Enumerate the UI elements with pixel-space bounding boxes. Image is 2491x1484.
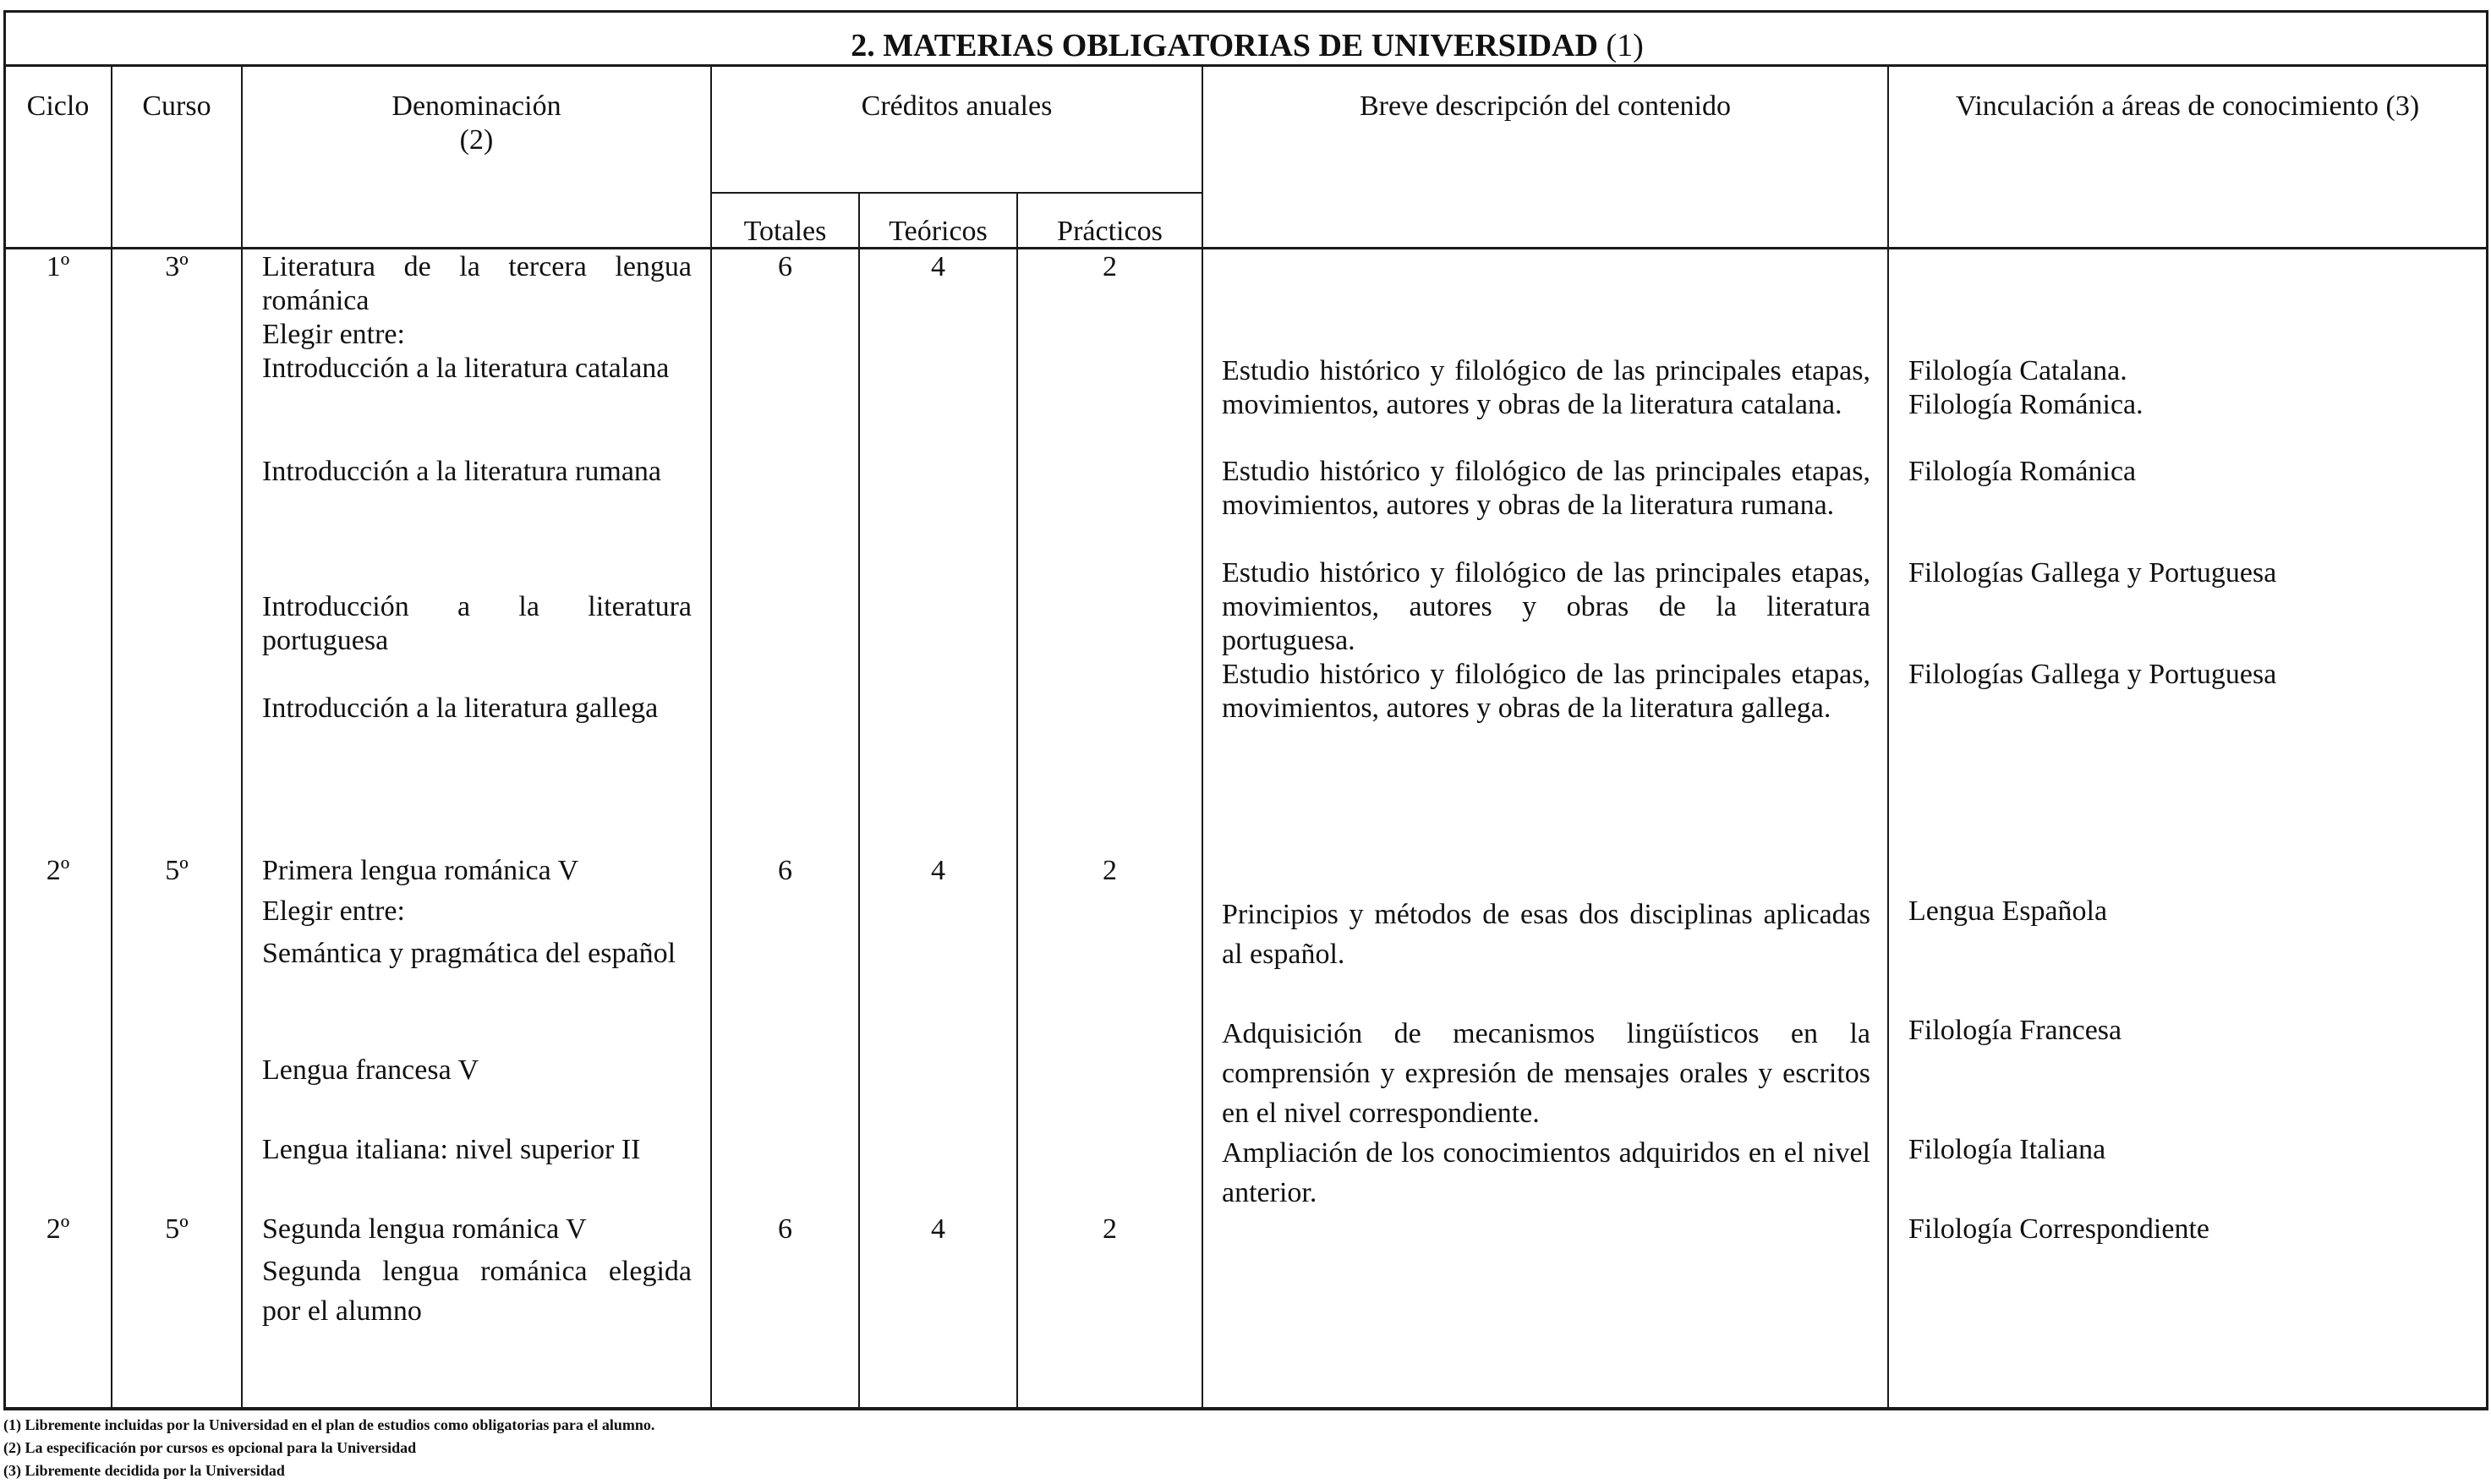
footnote-3: (3) Libremente decidida por la Universidad [3, 1462, 285, 1479]
credits-subheader-rule [712, 192, 1202, 194]
header-vinculacion: Vinculación a áreas de conocimiento (3) [1955, 90, 2420, 122]
header-denominacion: Denominación [391, 90, 561, 122]
block3-ciclo: 2º [46, 1213, 70, 1245]
block2-option-area: Lengua Española [1908, 895, 2108, 927]
col-rule-descripcion [1887, 64, 1889, 1409]
block2-subject: Primera lengua románica V [262, 855, 579, 886]
block1-option-name: Introducción a la literatura catalana [262, 353, 670, 384]
block1-option-desc: Estudio histórico y filológico de las principales etapas, movimientos, autores y obras de la literatura rumana. [1222, 456, 1870, 521]
header-descripcion: Breve descripción del contenido [1359, 90, 1731, 122]
header-curso: Curso [142, 90, 211, 122]
block1-option-area-secondary: Filología Románica. [1908, 389, 2143, 420]
block1-option-desc: Estudio histórico y filológico de las principales etapas, movimientos, autores y obras de la literatura portuguesa. [1222, 557, 1870, 656]
block1-subject-line1: Literatura de la tercera lengua [262, 251, 692, 282]
block2-option-name: Lengua italiana: nivel superior II [262, 1134, 641, 1165]
block2-option-desc: Ampliación de los conocimientos adquiridos en el nivel anterior. [1222, 1137, 1870, 1208]
footnote-2: (2) La especificación por cursos es opcional para la Universidad [3, 1439, 417, 1456]
header-ciclo: Ciclo [26, 90, 90, 122]
block1-option-name: Introducción a la literatura gallega [262, 693, 659, 724]
page-title-note: (1) [1606, 28, 1644, 63]
block1-teoricos: 4 [931, 251, 945, 282]
block2-option-desc: Principios y métodos de esas dos disciplinas aplicadas al español. [1222, 899, 1870, 970]
block2-elegir: Elegir entre: [262, 895, 405, 927]
block1-subject-line2: románica [262, 285, 370, 316]
header-creditos: Créditos anuales [861, 90, 1053, 122]
col-rule-creditos [1202, 64, 1203, 1409]
header-totales: Totales [743, 216, 827, 247]
block2-totales: 6 [778, 855, 792, 886]
header-denominacion-note: (2) [459, 124, 494, 156]
block3-curso: 5º [165, 1213, 189, 1245]
block2-option-name: Semántica y pragmática del español [262, 938, 676, 969]
block2-curso: 5º [165, 855, 189, 886]
header-teoricos: Teóricos [889, 216, 988, 247]
block2-ciclo: 2º [46, 855, 70, 886]
header-practicos: Prácticos [1057, 216, 1163, 247]
col-rule-curso [241, 64, 243, 1409]
page-title [761, 29, 1733, 63]
block1-totales: 6 [778, 251, 792, 282]
block1-option-area: Filología Catalana. [1908, 355, 2127, 386]
block3-area: Filología Correspondiente [1908, 1213, 2210, 1245]
block2-option-area: Filología Italiana [1908, 1134, 2106, 1165]
block2-practicos: 2 [1103, 855, 1117, 886]
block2-option-area: Filología Francesa [1908, 1015, 2122, 1046]
block3-subject: Segunda lengua románica V [262, 1213, 587, 1245]
block1-option-name: Introducción a la literatura portuguesa [262, 591, 692, 656]
page-title-text: 2. MATERIAS OBLIGATORIAS DE UNIVERSIDAD [851, 28, 1598, 63]
block1-curso: 3º [165, 251, 189, 282]
table-top-border [3, 10, 2488, 13]
block2-option-desc: Adquisición de mecanismos lingüísticos en la comprensión y expresión de mensajes orales y escritos en el nivel correspondiente. [1222, 1018, 1870, 1129]
block1-ciclo: 1º [46, 251, 70, 282]
block1-option-area: Filologías Gallega y Portuguesa [1908, 659, 2277, 690]
block1-option-name: Introducción a la literatura rumana [262, 456, 661, 487]
block1-subject [262, 250, 692, 318]
block3-totales: 6 [778, 1213, 792, 1245]
block1-practicos: 2 [1103, 251, 1117, 282]
block1-option-desc: Estudio histórico y filológico de las principales etapas, movimientos, autores y obras de la literatura catalana. [1222, 355, 1870, 420]
block2-option-name: Lengua francesa V [262, 1054, 479, 1086]
block1-option-desc: Estudio histórico y filológico de las principales etapas, movimientos, autores y obras de la literatura gallega. [1222, 659, 1870, 724]
block3-practicos: 2 [1103, 1213, 1117, 1245]
footnote-1: (1) Libremente incluidas por la Universidad en el plan de estudios como obligatorias para el alumno. [3, 1416, 655, 1433]
table-right-border [2486, 10, 2488, 1410]
block1-option-area: Filología Románica [1908, 456, 2137, 487]
block1-option-area: Filologías Gallega y Portuguesa [1908, 557, 2277, 589]
table-left-border [3, 10, 6, 1410]
block3-detail: Segunda lengua románica elegida por el alumno [262, 1256, 692, 1327]
table-bottom-border [3, 1407, 2488, 1410]
title-bottom-rule [3, 64, 2488, 67]
block3-teoricos: 4 [931, 1213, 945, 1245]
block1-elegir: Elegir entre: [262, 319, 405, 350]
header-bottom-rule [3, 247, 2488, 249]
block2-teoricos: 4 [931, 855, 945, 886]
